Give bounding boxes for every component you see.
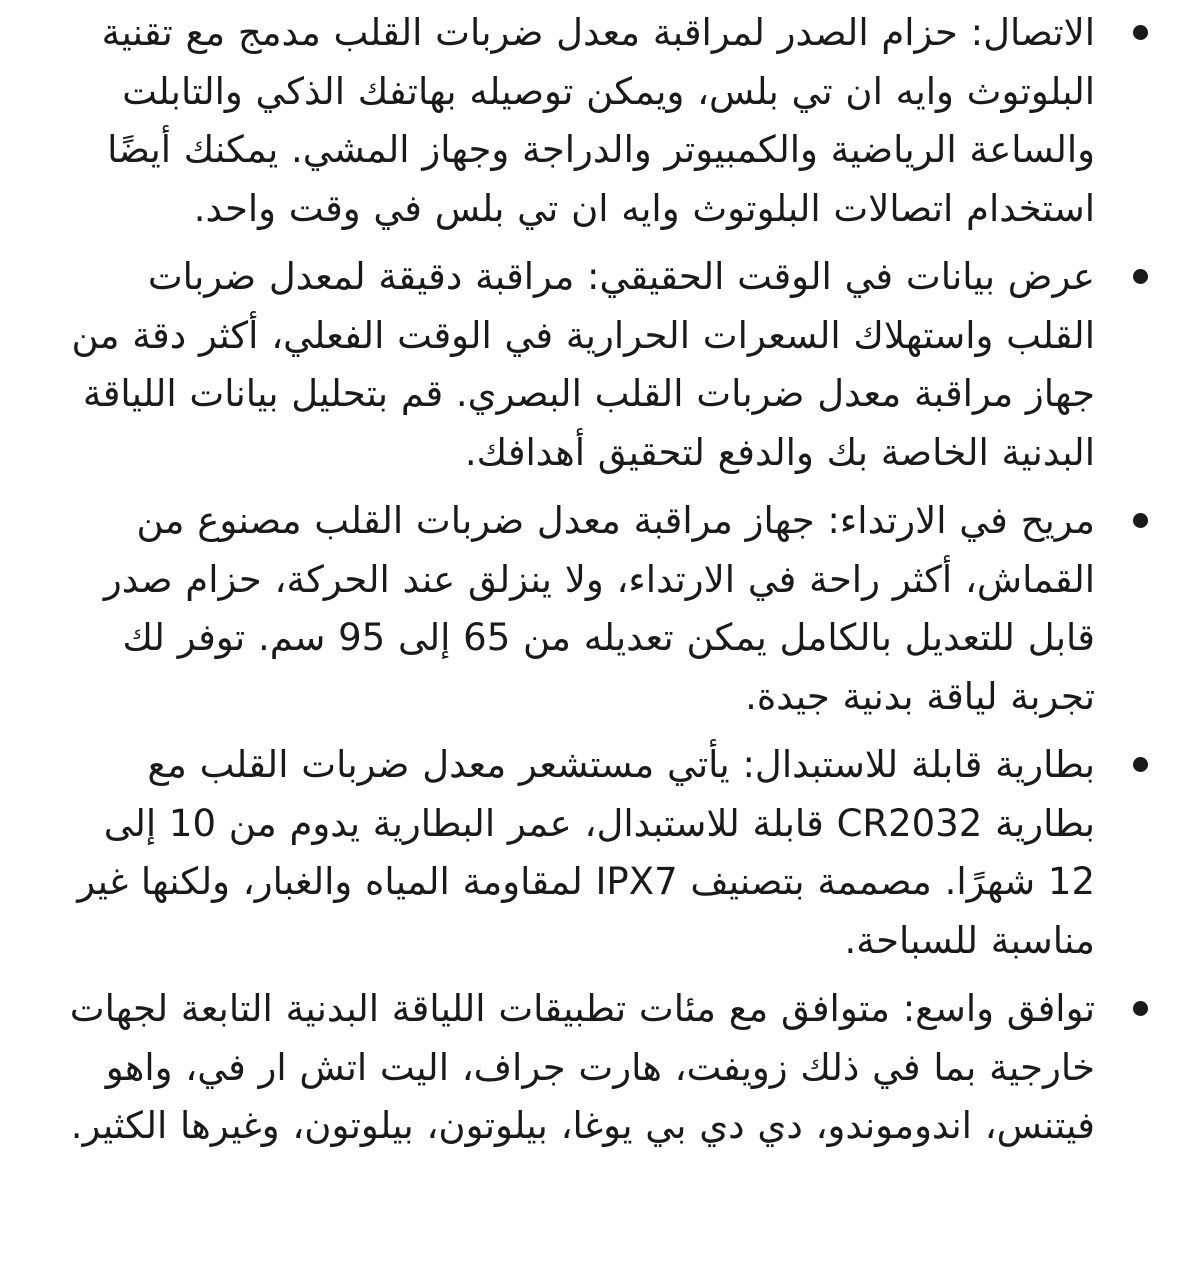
feature-item-compatibility — [0, 980, 1190, 1156]
bullet-icon — [1133, 1001, 1148, 1016]
feature-text: مريح في الارتداء: جهاز مراقبة معدل ضربات القلب مصنوع من القماش، أكثر راحة في الارتداء، ولا ينزلق عند الحركة، حزام صدر قابل للتعديل بالكامل يمكن تعديله من 65 إلى 95 سم. توفر لك تجربة لياقة بدنية جيدة. — [103, 499, 1095, 718]
feature-list — [0, 4, 1190, 1156]
feature-item-connectivity — [0, 4, 1190, 238]
feature-text: الاتصال: حزام الصدر لمراقبة معدل ضربات القلب مدمج مع تقنية البلوتوث وايه ان تي بلس، ويمكن توصيله بهاتفك الذكي والتابلت والساعة الرياضية والكمبيوتر والدراجة وجهاز المشي. يمكنك أيضًا استخدام اتصالات البلوتوث وايه ان تي بلس في وقت واحد. — [101, 11, 1095, 230]
bullet-icon — [1133, 269, 1148, 284]
feature-item-realtime-data — [0, 248, 1190, 482]
bullet-icon — [1133, 25, 1148, 40]
feature-text: توافق واسع: متوافق مع مئات تطبيقات اللياقة البدنية التابعة لجهات خارجية بما في ذلك زويفت، هارت جراف، اليت اتش ار في، واهو فيتنس، اندوموندو، دي دي بي يوغا، بيلوتون، بيلوتون، وغيرها الكثير. — [69, 987, 1095, 1147]
feature-text: عرض بيانات في الوقت الحقيقي: مراقبة دقيقة لمعدل ضربات القلب واستهلاك السعرات الحرارية في الوقت الفعلي، أكثر دقة من جهاز مراقبة معدل ضربات القلب البصري. قم بتحليل بيانات اللياقة البدنية الخاصة بك والدفع لتحقيق أهدافك. — [71, 255, 1095, 474]
feature-text: بطارية قابلة للاستبدال: يأتي مستشعر معدل ضربات القلب مع بطارية CR2032 قابلة للاستبدال، عمر البطارية يدوم من 10 إلى 12 شهرًا. مصممة بتصنيف IPX7 لمقاومة المياه والغبار، ولكنها غير مناسبة للسباحة. — [77, 743, 1095, 962]
feature-item-comfort — [0, 492, 1190, 726]
bullet-icon — [1133, 757, 1148, 772]
bullet-icon — [1133, 513, 1148, 528]
feature-item-battery — [0, 736, 1190, 970]
